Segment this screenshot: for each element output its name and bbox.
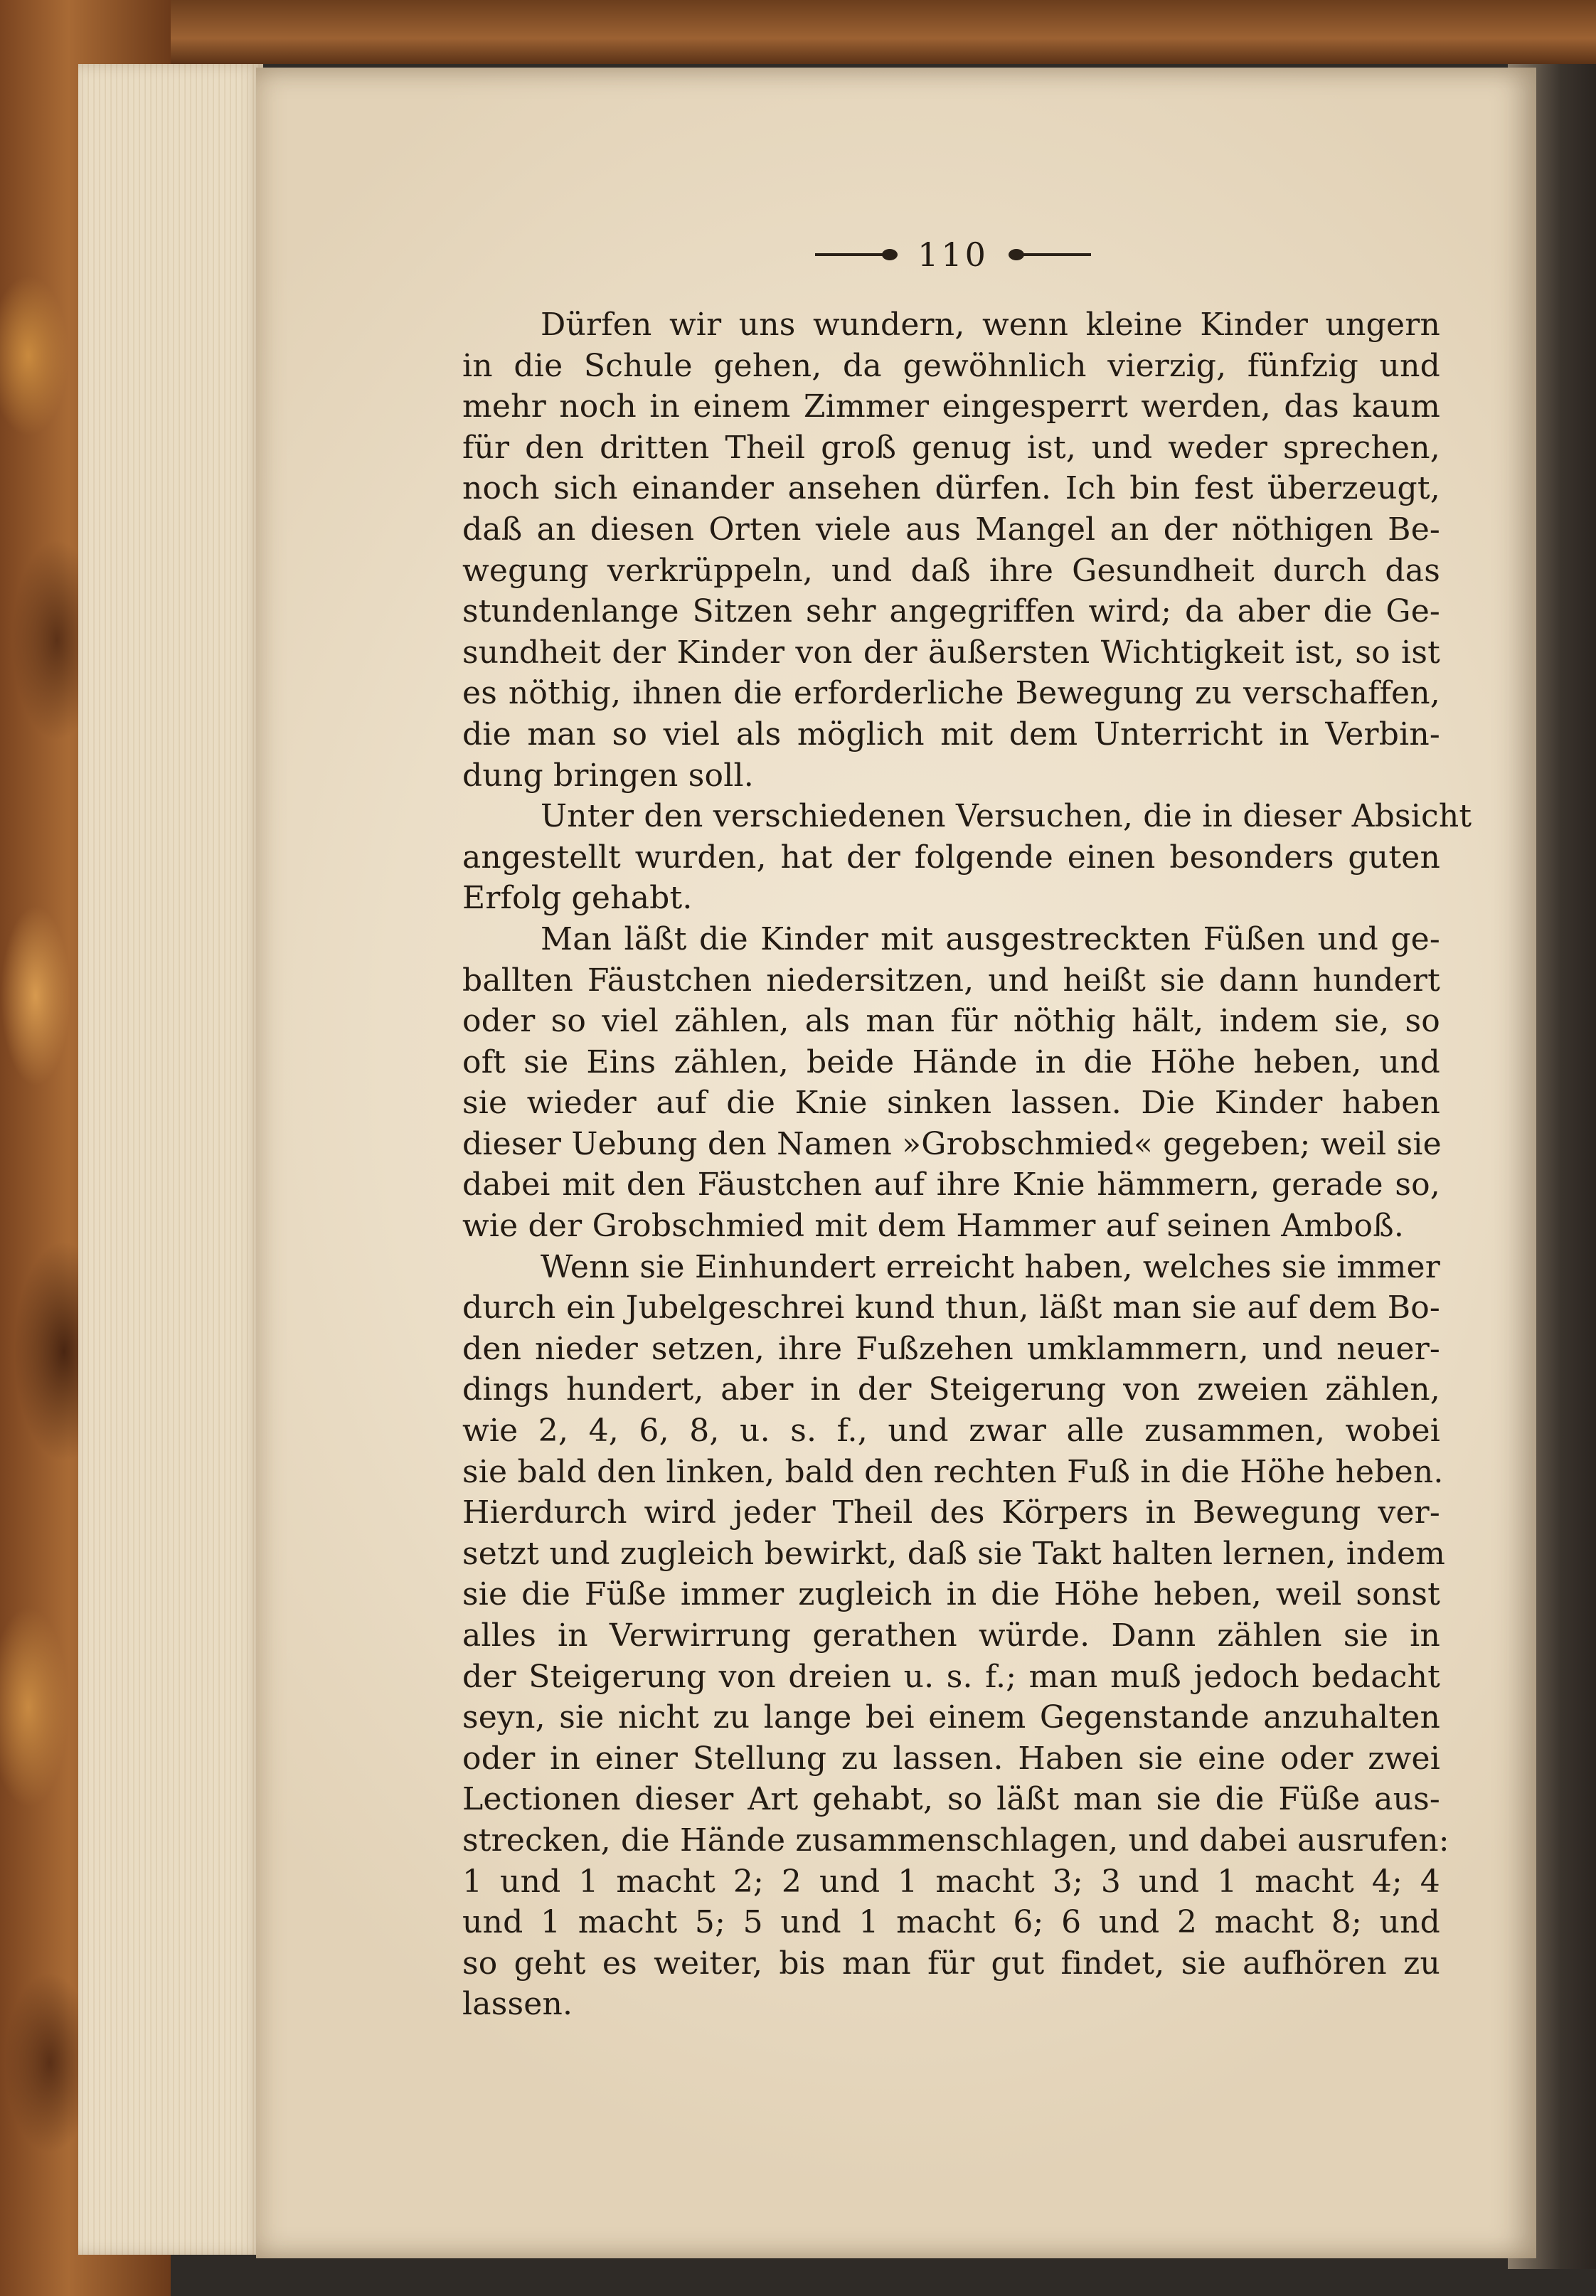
book-cover-top [0,0,1596,64]
text-line: Erfolg gehabt. [462,880,693,917]
text-line: ballten Fäustchen niedersitzen, und heißt sie dann hundert [462,962,1440,999]
text-line: dings hundert, aber in der Steigerung von zweien zählen, [462,1371,1440,1408]
page-edges [78,64,263,2255]
text-line: wie 2, 4, 6, 8, u. s. f., und zwar alle zusammen, wobei [462,1413,1440,1450]
text-line: in die Schule gehen, da gewöhnlich vierzig, fünfzig und [462,347,1440,384]
text-line: dung bringen soll. [462,757,754,794]
text-line: es nöthig, ihnen die erforderliche Bewegung zu verschaffen, [462,675,1440,712]
paragraph-4 [462,1247,1449,2025]
text-line: sie die Füße immer zugleich in die Höhe heben, weil sonst [462,1576,1440,1613]
text-line: die man so viel als möglich mit dem Unterricht in Verbin- [462,716,1440,753]
right-dash-ornament-icon [1013,251,1091,258]
body-text [462,304,1472,2025]
page-number: 110 [917,235,989,274]
text-line: dabei mit den Fäustchen auf ihre Knie hämmern, gerade so, [462,1166,1440,1203]
left-dash-ornament-icon [815,251,893,258]
text-line: Unter den verschiedenen Versuchen, die in dieser Absicht [541,798,1472,835]
text-line: Wenn sie Einhundert erreicht haben, welches sie immer [541,1248,1440,1285]
text-line: sie wieder auf die Knie sinken lassen. Die Kinder haben [462,1085,1440,1122]
text-line: oder so viel zählen, als man für nöthig hält, indem sie, so [462,1003,1440,1040]
text-line: daß an diesen Orten viele aus Mangel an der nöthigen Be- [462,511,1440,548]
text-line: setzt und zugleich bewirkt, daß sie Takt halten lernen, indem [462,1535,1446,1572]
text-line: wegung verkrüppeln, und daß ihre Gesundheit durch das [462,552,1440,589]
text-line: lassen. [462,1986,573,2023]
text-line: mehr noch in einem Zimmer eingesperrt werden, das kaum [462,388,1440,425]
text-line: Hierdurch wird jeder Theil des Körpers in Bewegung ver- [462,1494,1440,1531]
text-line: oft sie Eins zählen, beide Hände in die Höhe heben, und [462,1043,1440,1080]
text-line: Lectionen dieser Art gehabt, so läßt man sie die Füße aus- [462,1781,1440,1818]
text-line: so geht es weiter, bis man für gut findet, sie aufhören zu [462,1945,1440,1982]
text-line: oder in einer Stellung zu lassen. Haben sie eine oder zwei [462,1740,1440,1777]
text-line: 1 und 1 macht 2; 2 und 1 macht 3; 3 und 1 macht 4; 4 [462,1863,1440,1900]
text-line: der Steigerung von dreien u. s. f.; man muß jedoch bedacht [462,1658,1440,1695]
text-line: sie bald den linken, bald den rechten Fuß in die Höhe heben. [462,1453,1444,1490]
text-line: durch ein Jubelgeschrei kund thun, läßt man sie auf dem Bo- [462,1290,1440,1327]
text-line: den nieder setzen, ihre Fußzehen umklammern, und neuer- [462,1330,1440,1367]
text-line: alles in Verwirrung gerathen würde. Dann zählen sie in [462,1617,1440,1654]
text-line: sundheit der Kinder von der äußersten Wichtigkeit ist, so ist [462,634,1440,671]
text-line: dieser Uebung den Namen »Grobschmied« gegeben; weil sie [462,1125,1442,1162]
text-line: Man läßt die Kinder mit ausgestreckten Füßen und ge- [541,920,1440,957]
text-line: und 1 macht 5; 5 und 1 macht 6; 6 und 2 macht 8; und [462,1904,1440,1941]
text-line: wie der Grobschmied mit dem Hammer auf seinen Amboß. [462,1208,1405,1245]
text-line: noch sich einander ansehen dürfen. Ich bin fest überzeugt, [462,470,1440,507]
text-line: Dürfen wir uns wundern, wenn kleine Kinder ungern [541,307,1440,343]
paragraph-1 [462,304,1440,796]
text-line: angestellt wurden, hat der folgende einen besonders guten [462,839,1440,876]
page-header [789,226,1117,283]
paragraph-2 [462,796,1472,919]
paragraph-3 [462,919,1440,1247]
text-line: stundenlange Sitzen sehr angegriffen wird; da aber die Ge- [462,593,1440,630]
text-line: seyn, sie nicht zu lange bei einem Gegenstande anzuhalten [462,1699,1440,1736]
text-line: für den dritten Theil groß genug ist, und weder sprechen, [462,429,1440,466]
text-line: strecken, die Hände zusammenschlagen, und dabei ausrufen: [462,1822,1449,1859]
